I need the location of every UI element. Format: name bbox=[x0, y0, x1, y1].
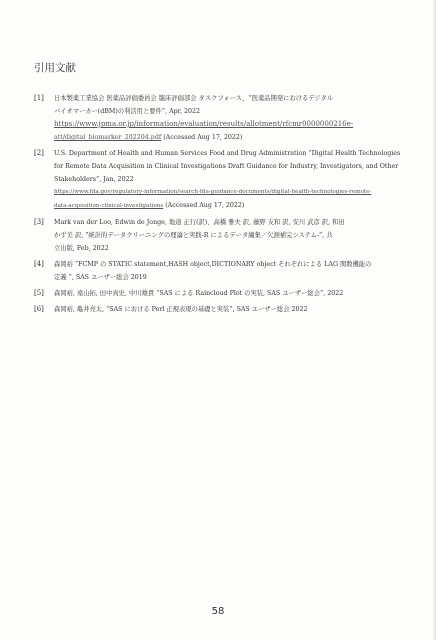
reference-text bbox=[54, 147, 406, 213]
reference-list bbox=[34, 92, 406, 319]
reference-text bbox=[54, 287, 406, 300]
reference-item bbox=[34, 258, 406, 284]
reference-number: [1] bbox=[34, 94, 44, 102]
reference-line: かず美 訳, ”統計的データクリーニングの理論と実践-R によるデータ編集／欠測補完システム-”, 共 bbox=[54, 232, 333, 239]
reference-line: バイオマーカー(dBM)の利活用と要件”, Apr, 2022 bbox=[54, 108, 201, 115]
reference-url[interactable]: https://www.jpma.or.jp/information/evaluation/results/allotment/rfcmr0000000216e- bbox=[54, 120, 354, 128]
reference-number: [2] bbox=[34, 149, 44, 157]
reference-number: [6] bbox=[34, 305, 44, 313]
reference-url[interactable]: att/digital_biomarker_202204.pdf bbox=[54, 134, 162, 141]
reference-line: 森岡裕 “FCMP の STATIC statement,HASH object,DICTIONARY object それぞれによる LAG 関数機能の bbox=[54, 261, 372, 268]
reference-text bbox=[54, 216, 406, 255]
reference-line: Stakeholders”, Jan, 2022 bbox=[54, 176, 134, 183]
reference-text bbox=[54, 258, 406, 284]
reference-line: U.S. Department of Health and Human Services Food and Drug Administration “Digital Health Technologies bbox=[54, 150, 401, 157]
reference-item bbox=[34, 303, 406, 316]
reference-line: 森岡裕, 亀井亮太, “SAS における Perl 正規表現の基礎と実装”, SAS ユーザー総会 2022 bbox=[54, 306, 308, 313]
reference-item bbox=[34, 216, 406, 255]
reference-text bbox=[54, 92, 406, 144]
accessed-date: (Accessed Aug 17, 2022) bbox=[163, 134, 243, 141]
reference-text bbox=[54, 303, 406, 316]
reference-item bbox=[34, 287, 406, 300]
reference-line: 森岡裕, 遠山拓, 田中真史, 中川雄貴 “SAS による Raincloud Plot の実装, SAS ユーザー総会”, 2022 bbox=[54, 290, 344, 297]
reference-item bbox=[34, 147, 406, 213]
reference-number: [5] bbox=[34, 289, 44, 297]
reference-number: [4] bbox=[34, 260, 44, 268]
reference-url[interactable]: data-acquisition-clinical-investigations bbox=[54, 203, 164, 209]
accessed-date: (Accessed Aug 17, 2022) bbox=[165, 202, 245, 209]
reference-line: 立出版, Feb, 2022 bbox=[54, 245, 109, 252]
reference-line: 日本製薬工業協会 医薬品評価委員会 臨床評価部会 タスクフォース，“医薬品開発におけるデジタル bbox=[54, 95, 334, 102]
page-number: 58 bbox=[211, 606, 225, 617]
section-heading: 引用文献 bbox=[34, 62, 76, 74]
reference-line: Mark van der Loo, Edwin de Jonge, 地道 正行(訳)、高橋 雅夫 訳, 藤野 友和 訳, 安川 武彦 訳, 和田 bbox=[54, 219, 345, 226]
reference-item bbox=[34, 92, 406, 144]
reference-line: for Remote Data Acquisition in Clinical Investigations Draft Guidance for Industry, Investigators, and Other bbox=[54, 163, 399, 170]
reference-line: 定義 ”, SAS ユーザー総会 2019 bbox=[54, 274, 147, 281]
reference-url[interactable]: https://www.fda.gov/regulatory-information/search-fda-guidance-documents/digital-health-technologies-remote- bbox=[54, 189, 372, 195]
reference-number: [3] bbox=[34, 218, 44, 226]
